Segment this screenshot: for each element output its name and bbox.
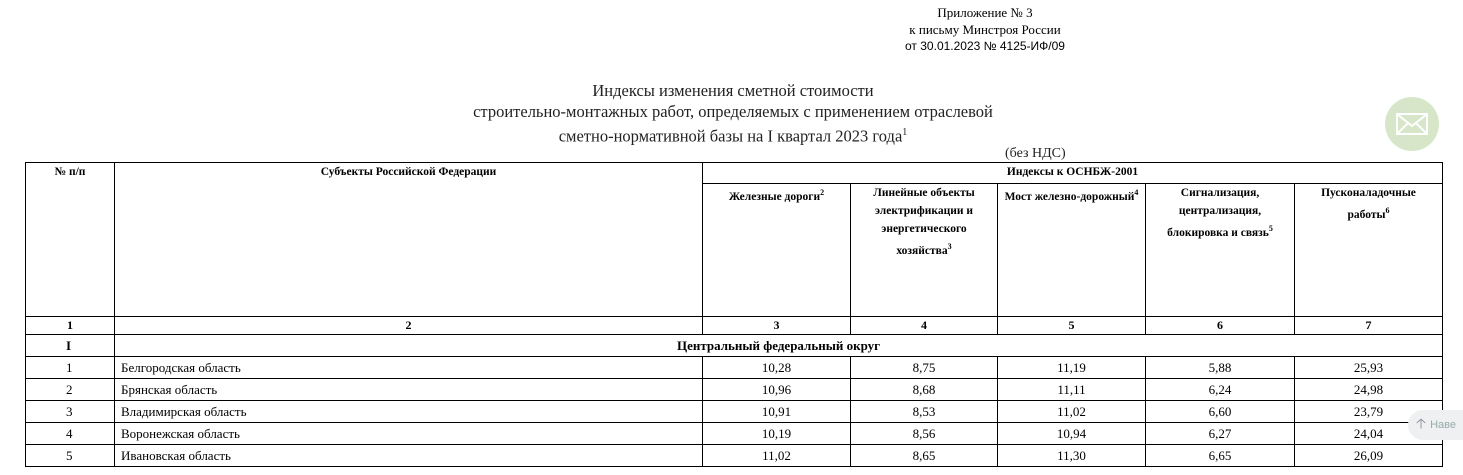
- table-body: [26, 357, 1443, 467]
- column-number: 2: [115, 317, 703, 335]
- index-value: 10,94: [998, 423, 1146, 445]
- row-number: 1: [26, 357, 115, 379]
- index-value: 6,60: [1146, 401, 1295, 423]
- index-value: 8,65: [851, 445, 998, 467]
- subject-name: Белгородская область: [115, 357, 703, 379]
- envelope-icon: [1396, 113, 1428, 135]
- title-footnote: 1: [902, 127, 908, 138]
- subject-name: Воронежская область: [115, 423, 703, 445]
- district-number: I: [26, 335, 115, 357]
- header-railways: Железные дороги$^2$: [703, 184, 851, 317]
- arrow-up-icon: 🡡: [1416, 415, 1427, 431]
- table-row: [26, 401, 1443, 423]
- vat-note: (без НДС): [1005, 146, 1066, 161]
- subject-name: Брянская область: [115, 379, 703, 401]
- column-number: 4: [851, 317, 998, 335]
- index-value: 10,96: [703, 379, 851, 401]
- index-value: 11,19: [998, 357, 1146, 379]
- index-value: 24,04: [1295, 423, 1443, 445]
- index-value: 10,28: [703, 357, 851, 379]
- index-value: 8,68: [851, 379, 998, 401]
- subject-name: Владимирская область: [115, 401, 703, 423]
- appendix-letter-date: от 30.01.2023 № 4125-ИФ/09: [905, 39, 1065, 53]
- index-value: 11,02: [703, 445, 851, 467]
- table-row: [26, 423, 1443, 445]
- index-value: 8,56: [851, 423, 998, 445]
- index-value: 25,93: [1295, 357, 1443, 379]
- header-commissioning: Пусконаладочные работы$^6$: [1295, 184, 1443, 317]
- index-value: 23,79: [1295, 401, 1443, 423]
- row-number: 4: [26, 423, 115, 445]
- index-value: 24,98: [1295, 379, 1443, 401]
- index-value: 6,27: [1146, 423, 1295, 445]
- appendix-number: Приложение № 3: [937, 5, 1033, 20]
- row-number: 5: [26, 445, 115, 467]
- column-number: 3: [703, 317, 851, 335]
- title-line-1: Индексы изменения сметной стоимости: [592, 81, 874, 100]
- title-line-3: сметно-нормативной базы на I квартал 2023 года$^1$: [558, 126, 908, 146]
- district-row: [26, 335, 1443, 357]
- index-value: 26,09: [1295, 445, 1443, 467]
- index-value: 11,30: [998, 445, 1146, 467]
- appendix-letter-ref: к письму Минстроя России: [909, 22, 1061, 37]
- column-number-row: [26, 317, 1443, 335]
- index-value: 10,19: [703, 423, 851, 445]
- subject-name: Ивановская область: [115, 445, 703, 467]
- table-row: [26, 445, 1443, 467]
- header-subject: Субъекты Российской Федерации: [115, 163, 703, 317]
- column-number: 5: [998, 317, 1146, 335]
- document-title: [380, 80, 1086, 147]
- index-value: 8,75: [851, 357, 998, 379]
- header-signalling: Сигнализация, централизация, блокировка и связь$^5$: [1146, 184, 1295, 317]
- appendix-header: [860, 4, 1110, 55]
- index-table: [25, 162, 1443, 467]
- title-line-2: строительно-монтажных работ, определяемых с применением отраслевой: [473, 102, 993, 121]
- index-value: 10,91: [703, 401, 851, 423]
- column-number: 1: [26, 317, 115, 335]
- header-linear-electrification: Линейные объекты электрификации и энергетического хозяйства$^3$: [851, 184, 998, 317]
- table-row: [26, 357, 1443, 379]
- column-number: 7: [1295, 317, 1443, 335]
- header-num: № п/п: [26, 163, 115, 317]
- header-railway-bridge: Мост железно-дорожный$^4$: [998, 184, 1146, 317]
- row-number: 2: [26, 379, 115, 401]
- index-value: 5,88: [1146, 357, 1295, 379]
- index-value: 8,53: [851, 401, 998, 423]
- index-value: 6,65: [1146, 445, 1295, 467]
- header-group: Индексы к ОСНБЖ-2001: [703, 163, 1443, 184]
- district-name: Центральный федеральный округ: [115, 335, 1443, 357]
- index-value: 6,24: [1146, 379, 1295, 401]
- column-number: 6: [1146, 317, 1295, 335]
- navigation-label: Наве: [1430, 419, 1456, 431]
- index-value: 11,11: [998, 379, 1146, 401]
- index-value: 11,02: [998, 401, 1146, 423]
- table-row: [26, 379, 1443, 401]
- row-number: 3: [26, 401, 115, 423]
- email-button[interactable]: [1385, 97, 1439, 151]
- navigation-button[interactable]: [1408, 410, 1463, 440]
